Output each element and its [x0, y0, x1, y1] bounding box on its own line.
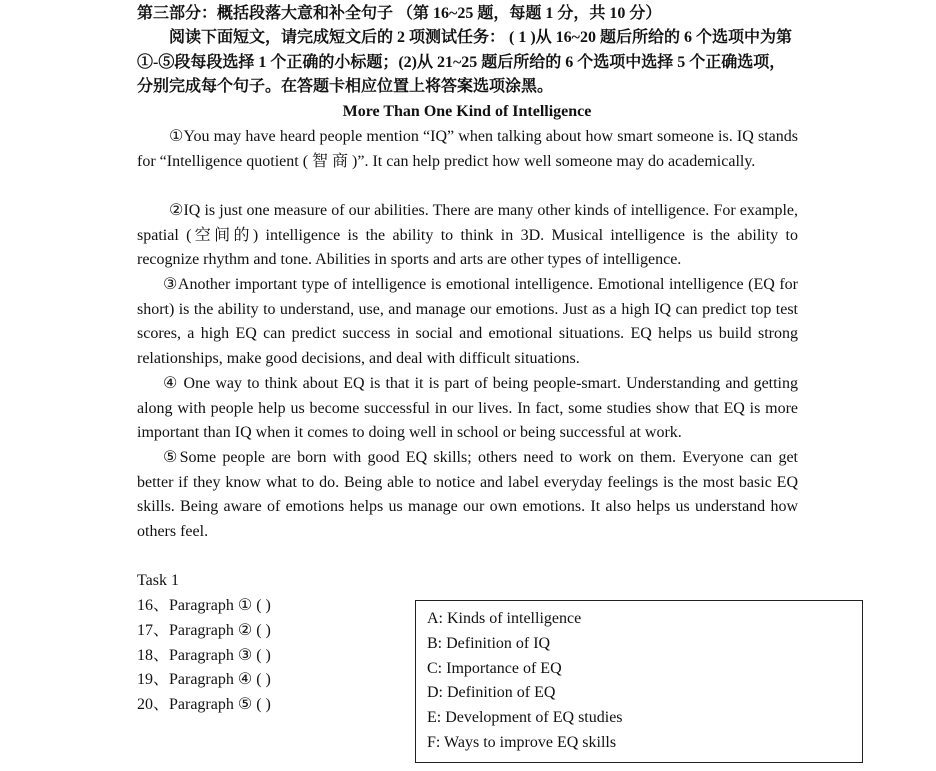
- article-title: More Than One Kind of Intelligence: [342, 103, 592, 120]
- question-17: 17、Paragraph ② ( ): [137, 621, 271, 639]
- paragraph-4: ④ One way to think about EQ is that it is part of being people-smart. Understanding and getting along with people help us become successful in our lives. In fact, some studies show that EQ is more important than IQ when it comes to doing well in school or being successful at work.: [137, 375, 798, 442]
- question-20: 20、Paragraph ⑤ ( ): [137, 696, 271, 714]
- paragraph-2: ②IQ is just one measure of our abilities. There are many other kinds of intelligence. For example, spatial (空间的) intelligence is the ability to think in 3D. Musical intelligence is the ability to recognize rhythm and tone. Abilities in sports and arts are other types of intelligence.: [137, 202, 798, 269]
- question-16: 16、Paragraph ① ( ): [137, 597, 271, 614]
- section-title: 第三部分：概括段落大意和补全句子 （第 16~25 题，每题 1 分，共 10 分）: [137, 5, 662, 22]
- question-18: 18、Paragraph ③ ( ): [137, 646, 271, 664]
- instructions: 阅读下面短文，请完成短文后的 2 项测试任务： ( 1 )从 16~20 题后所给的 6 个选项中为第①-⑤段每段选择 1 个正确的小标题；(2)从 21~25 题后所给的 6 个选项中选择 5 个正确选项，分别完成每个句子。在答题卡相应位置上将答案选项涂黑。: [137, 29, 792, 95]
- task-label: Task 1: [137, 572, 179, 589]
- option-a: A: Kinds of intelligence: [427, 610, 582, 627]
- option-c: C: Importance of EQ: [427, 659, 562, 677]
- option-b: B: Definition of IQ: [427, 634, 551, 652]
- option-f: F: Ways to improve EQ skills: [427, 733, 617, 751]
- paragraph-1: ①You may have heard people mention “IQ” when talking about how smart someone is. IQ stands for “Intelligence quotient ( 智 商 )”. It can help predict how well someone may do academically.: [137, 128, 798, 170]
- paragraph-5: ⑤Some people are born with good EQ skills; others need to work on them. Everyone can get better if they know what to do. Being able to notice and label everyday feelings is the most basic EQ skills. Being aware of emotions helps us manage our own emotions. It also helps us understand how others feel.: [137, 449, 798, 541]
- options-box: [415, 600, 863, 763]
- option-d: D: Definition of EQ: [427, 684, 556, 702]
- question-19: 19、Paragraph ④ ( ): [137, 671, 271, 689]
- paragraph-3: ③Another important type of intelligence is emotional intelligence. Emotional intelligence (EQ for short) is the ability to understand, use, and manage our emotions. Just as a high IQ can predict top test scores, a high EQ can predict success in social and emotional situations. EQ helps us build strong relationships, make good decisions, and deal with difficult situations.: [137, 276, 798, 368]
- option-e: E: Development of EQ studies: [427, 709, 623, 727]
- question-list: [137, 594, 271, 718]
